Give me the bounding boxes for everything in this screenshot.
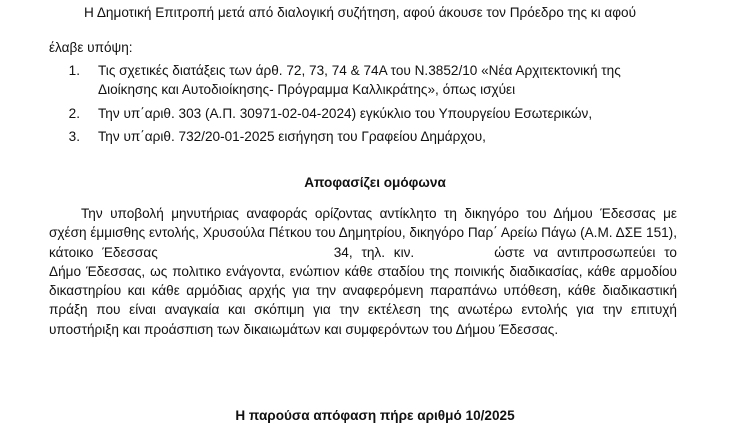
decision-text-part-3: ώστε να αντιπροσωπεύει το Δήμο Έδεσσας, ως πολιτικο ενάγοντα, ενώπιον κάθε σταδίου της ποινικής διαδικασίας, κάθε αρμοδίου δικαστηρίου και κάθε αρμόδιας αρχής για την αναφερόμενη παραπάνω υπόθεση, κάθε διαδικαστική πράξη που είναι αναγκαία και σκόπιμη για την εκτέλεση της ανωτέρω εντολής για την επιτυχή υποστήριξη και προάσπιση των δικαιωμάτων και συμφερόντων του Δήμου Έδεσσας.	[49, 244, 677, 337]
list-item-text-line-1: Την υπ΄αριθ. 303 (Α.Π. 30971-02-04-2024) εγκύκλιο του Υπουργείου Εσωτερικών,	[98, 106, 593, 121]
list-item-number: 3.	[68, 129, 80, 144]
decision-paragraph	[49, 204, 677, 339]
intro-line-2: έλαβε υπόψη:	[49, 40, 133, 55]
list-item-number: 1.	[68, 63, 80, 78]
final-statement: Η παρούσα απόφαση πήρε αριθμό 10/2025	[235, 408, 515, 423]
list-item-text-line-1: Τις σχετικές διατάξεις των άρθ. 72, 73, 74 & 74Α του Ν.3852/10 «Νέα Αρχιτεκτονική της	[98, 63, 621, 78]
decision-text-part-2: 34, τηλ. κιν.	[333, 244, 415, 260]
list-item-text-line-2: Διοίκησης και Αυτοδιοίκησης- Πρόγραμμα Καλλικράτης», όπως ισχύει	[98, 82, 516, 97]
intro-line-1: Η Δημοτική Επιτροπή μετά από διαλογική συζήτηση, αφού άκουσε τον Πρόεδρο της κι αφού	[84, 5, 637, 20]
list-item-number: 2.	[68, 106, 80, 121]
decision-text-part-1: Την υποβολή μηνυτήριας αναφοράς ορίζοντας αντίκλητο τη δικηγόρο του Δήμου Έδεσσας με σχέση έμμισθης εντολής, Χρυσούλα Πέτκου του Δημητρίου, δικηγόρο Παρ΄ Αρείω Πάγω (Α.Μ. ΔΣΕ 151), κάτοικο Έδεσσας	[49, 206, 677, 260]
list-item-text-line-1: Την υπ΄αριθ. 732/20-01-2025 εισήγηση του Γραφείου Δημάρχου,	[98, 129, 486, 144]
decision-heading: Αποφασίζει ομόφωνα	[304, 175, 446, 190]
